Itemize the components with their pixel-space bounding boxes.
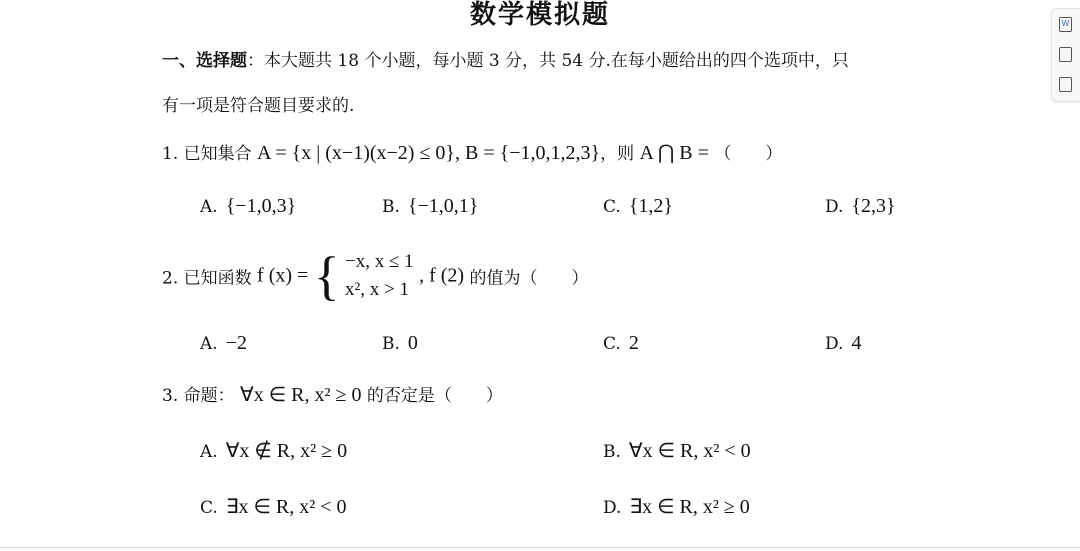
question-1-option-c[interactable]: [603, 195, 673, 218]
option-label: A.: [200, 197, 218, 217]
question-1-option-b[interactable]: [382, 195, 478, 218]
option-text: {−1,0,1}: [407, 195, 479, 217]
option-label: A.: [200, 334, 218, 354]
left-brace: {: [313, 246, 340, 306]
question-2-prefix: 2. 已知函数: [162, 268, 252, 289]
option-text: 0: [407, 332, 418, 354]
question-3-suffix: 的否定是（ ）: [366, 386, 503, 406]
question-3-option-a[interactable]: [200, 438, 347, 463]
option-text: {1,2}: [628, 195, 674, 217]
section-intro-text: ：本大题共 18 个小题，每小题 3 分，共 54 分.在每小题给出的四个选项中，只: [247, 51, 849, 71]
question-3-math: ∀x ∈ R, x² ≥ 0: [240, 384, 362, 406]
question-1: [162, 139, 782, 165]
side-toolbar: [1051, 8, 1080, 102]
section-intro-line-2: 有一项是符合题目要求的.: [162, 96, 355, 116]
option-label: B.: [603, 442, 621, 462]
option-label: D.: [825, 334, 844, 354]
piecewise-cases: [345, 248, 414, 304]
word-icon-glyph: W: [1061, 19, 1070, 28]
option-label: C.: [200, 498, 218, 518]
crop-icon[interactable]: [1059, 47, 1072, 62]
piecewise-definition: [314, 248, 414, 304]
option-text: ∃x ∈ R, x² < 0: [225, 496, 347, 518]
question-2-option-c[interactable]: [603, 332, 639, 355]
question-1-math-2: A ⋂ B =: [639, 142, 709, 164]
option-text: 4: [851, 332, 862, 354]
question-1-math: A = {x | (x−1)(x−2) ≤ 0}, B = {−1,0,1,2,3}: [257, 142, 601, 164]
question-2: [162, 248, 588, 304]
question-2-math-2: , f (2): [419, 264, 465, 287]
question-2-math: f (x) =: [257, 264, 309, 287]
option-text: ∀x ∈ R, x² < 0: [628, 440, 751, 462]
option-label: C.: [603, 334, 621, 354]
option-label: B.: [382, 334, 400, 354]
section-intro-line-1: [162, 46, 849, 71]
option-label: D.: [825, 197, 844, 217]
option-label: D.: [603, 498, 622, 518]
page-title: 数学模拟题: [469, 0, 610, 30]
piece-1: −x, x ≤ 1: [345, 251, 414, 272]
piece-2: x², x > 1: [345, 279, 409, 300]
question-2-option-b[interactable]: [382, 332, 418, 355]
question-3-option-d[interactable]: [603, 494, 750, 519]
question-1-prefix: 1. 已知集合: [162, 144, 252, 164]
option-text: ∃x ∈ R, x² ≥ 0: [629, 496, 750, 518]
question-1-option-d[interactable]: [825, 195, 896, 218]
question-3-option-b[interactable]: [603, 438, 751, 463]
question-1-blank: （ ）: [714, 144, 783, 164]
page-bottom-divider: [0, 547, 1080, 548]
option-text: −2: [225, 332, 247, 354]
option-text: 2: [628, 332, 639, 354]
option-text: ∀x ∉ R, x² ≥ 0: [225, 440, 348, 462]
question-3-prefix: 3. 命题：: [162, 386, 235, 406]
option-label: B.: [382, 197, 400, 217]
option-text: {2,3}: [851, 195, 896, 217]
word-icon[interactable]: [1059, 17, 1072, 32]
option-text: {−1,0,3}: [225, 195, 297, 217]
question-1-option-a[interactable]: [200, 195, 296, 218]
option-label: A.: [200, 442, 218, 462]
question-3: [162, 381, 503, 407]
section-heading: 一、选择题: [162, 51, 247, 71]
question-2-option-a[interactable]: [200, 332, 247, 355]
question-1-suffix: ，则: [600, 144, 635, 164]
crop-icon[interactable]: [1059, 77, 1072, 92]
option-label: C.: [603, 197, 621, 217]
question-3-option-c[interactable]: [200, 494, 347, 519]
question-2-suffix: 的值为（ ）: [469, 268, 589, 289]
question-2-option-d[interactable]: [825, 332, 861, 355]
